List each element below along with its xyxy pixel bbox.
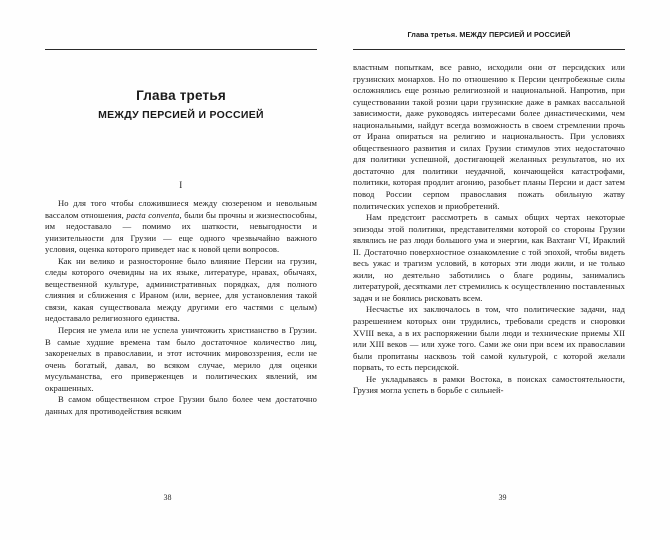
running-head-right: Глава третья. МЕЖДУ ПЕРСИЕЙ И РОССИЕЙ (407, 30, 571, 39)
header-rule-left (45, 49, 317, 50)
paragraph: Не укладываясь в рамки Востока, в поисках самостоятельности, Грузия могла успеть в борьбе с сильней- (353, 373, 625, 396)
chapter-label: Глава третья (136, 88, 226, 103)
section-marker: I (179, 180, 183, 190)
paragraph: властным попыткам, все равно, исходили они от персидских или грузинских монархов. Но по отношению к Персии центробежные силы осложнялись еще рознью религиозной и национальной. Напротив, при существовании такой розни цари грузинские даже в рамках вассальной зависимости, даже руководясь интересами более династическими, чем национальными, найдут всегда возможность в своем стремлении прочь от Ирана опираться на религию и национальность. При условиях общественного развития и силах Грузии стимулов этих недостаточно для политики успешной, достигающей желанных результатов, но их достаточно для политики неудачной, кончающейся катастрофами, политики, которая продлит агонию, разобьет планы Персии и даст затем повод России серпом православия пожать обильную жатву политических успехов и приобретений. (353, 62, 625, 211)
latin-phrase: pacta conventa (126, 209, 180, 220)
paragraph: Как ни велико и разносторонне было влияние Персии на грузин, следы которого очевидны на их языке, литературе, нравах, обычаях, вещественной культуре, административных порядках, для полного слияния и сближения с Ираном (или, вернее, для установления такой связи, какая существовала между другими его частями с целым) недоставало религиозного единства. (45, 255, 317, 324)
paragraph: Нам предстоит рассмотреть в самых общих чертах некоторые эпизоды этой политики, представителями которой со стороны Грузии являлись не раз люди большого ума и энергии, как Вахтанг VI, Ираклий II. Достаточно поверхностное ознакомление с той эпохой, чтобы видеть весь ужас и трагизм условий, в которых эти люди жили, и не только жили, но деятельно заботились о благе родины, занимались литературой, десятками лет стремились к осуществлению поставленных задач и не боялись рисковать всем. (353, 212, 625, 303)
paragraph: Персия не умела или не успела уничтожить христианство в Грузии. В самые худшие времена там было достаточное количество лиц, закоренелых в православии, и этот источник мировоззрения, если не очень богатый, давал, во всяком случае, мерило для оценки мусульманства, его приверженцев и политических явлений, им окрашенных. (45, 325, 317, 393)
page-right (335, 0, 670, 540)
page-number-right: 39 (498, 493, 507, 502)
left-text-column (45, 198, 317, 417)
paragraph: В самом общественном строе Грузии было более чем достаточно данных для противодействия всяким (45, 394, 317, 416)
chapter-name: МЕЖДУ ПЕРСИЕЙ И РОССИЕЙ (98, 108, 264, 121)
paragraph: Несчастье их заключалось в том, что политические задачи, над разрешением которых они трудились, требовали средств и сноровки XVIII века, а в их распоряжении были люди и технические приемы XII или XIII веков — или хуже того. Сами же они при всем их православии были пропитаны насквозь той самой культурой, с которой желали порвать, то есть персидской. (353, 304, 625, 373)
page-number-left: 38 (163, 493, 172, 502)
right-text-column (353, 62, 625, 397)
paragraph: Но для того чтобы сложившиеся между сюзереном и невольным вассалом отношения, pacta conventa, были бы прочны и жизнеспособны, им недоставало — помимо их шаткости, невыгодности и унизительности для Грузии — еще одного чрезвычайно важного условия, оценка которого приведет нас к новой цепи вопросов. (45, 198, 318, 255)
chapter-title-block (45, 88, 317, 122)
header-rule-right (353, 49, 625, 50)
